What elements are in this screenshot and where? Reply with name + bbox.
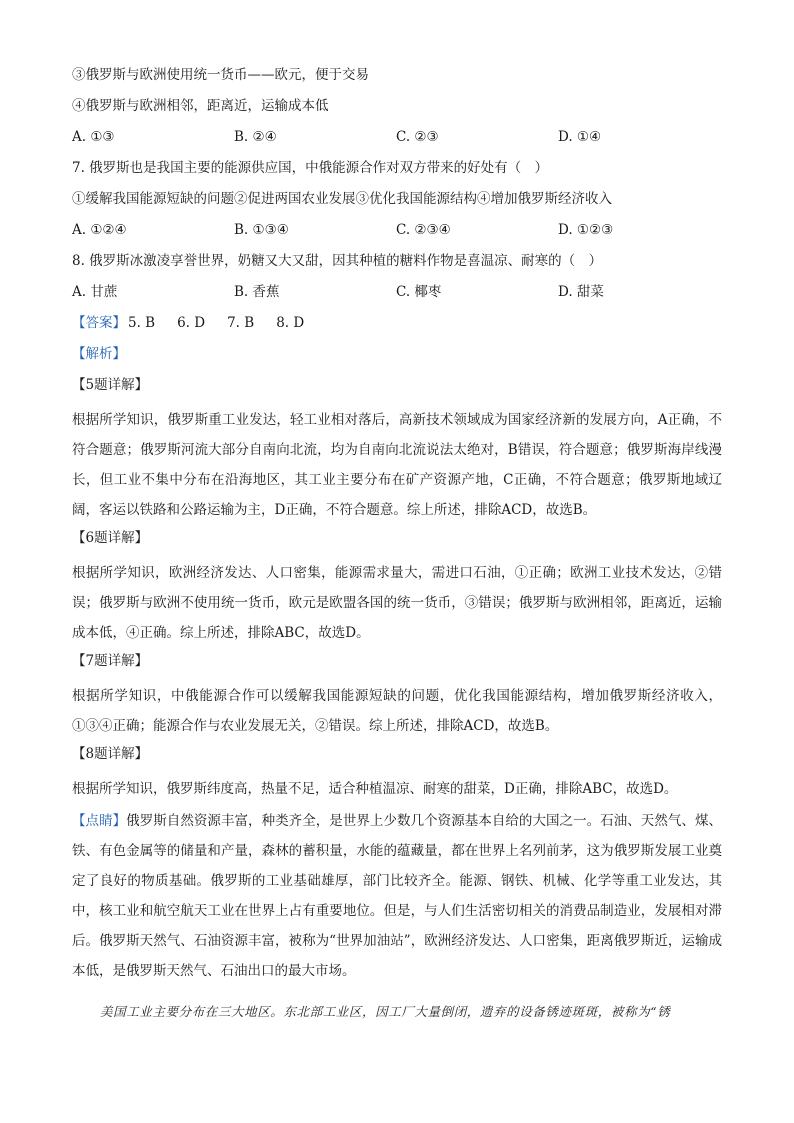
answer-tag: 【答案】 bbox=[72, 315, 126, 331]
answer-item: 8. D bbox=[276, 315, 305, 331]
q7-option-d: D. ①②③ bbox=[558, 222, 614, 238]
q8-options bbox=[72, 281, 722, 303]
dianjing-body: 俄罗斯自然资源丰富，种类齐全，是世界上少数几个资源基本自给的大国之一。石油、天然气、煤、铁、有色金属等的储量和产量，森林的蓄积量，水能的蕴藏量，都在世界上名列前茅，这为俄罗斯发展工业奠定了良好的物质基础。俄罗斯的工业基础雄厚，部门比较齐全。能源、钢铁、机械、化学等重工业发达，其中，核工业和航空航天工业在世界上占有重要地位。但是，与人们生活密切相关的消费品制造业，发展相对滞后。俄罗斯天然气、石油资源丰富，被称为“世界加油站”，欧洲经济发达、人口密集，距离俄罗斯近，运输成本低，是俄罗斯天然气、石油出口的最大市场。 bbox=[72, 813, 723, 979]
answer-line bbox=[72, 312, 722, 334]
q7-stem: 7. 俄罗斯也是我国主要的能源供应国，中俄能源合作对双方带来的好处有（ ） bbox=[72, 160, 549, 176]
detail-6-body: 根据所学知识，欧洲经济发达、人口密集，能源需求量大，需进口石油，①正确；欧洲工业技术发达，②错误；俄罗斯与欧洲不使用统一货币，欧元是欧盟各国的统一货币，③错误；俄罗斯与欧洲相邻，距离近，运输成本低，④正确。综上所述，排除ABC，故选D。 bbox=[72, 565, 722, 641]
q6-option-b: B. ②④ bbox=[234, 129, 277, 145]
detail-7-head: 【7题详解】 bbox=[72, 653, 149, 669]
q8-option-c: C. 椰枣 bbox=[396, 284, 442, 300]
detail-5-body: 根据所学知识，俄罗斯重工业发达，轻工业相对落后，高新技术领域成为国家经济新的发展方向，A正确，不符合题意；俄罗斯河流大部分自南向北流，均为自南向北流说法太绝对，B错误，符合题意；俄罗斯海岸线漫长，但工业不集中分布在沿海地区，其工业主要分布在矿产资源产地，C正确，不符合题意；俄罗斯地域辽阔，客运以铁路和公路运输为主，D正确，不符合题意。综上所述，排除ACD，故选B。 bbox=[72, 412, 722, 518]
detail-7-body: 根据所学知识，中俄能源合作可以缓解我国能源短缺的问题，优化我国能源结构，增加俄罗斯经济收入，①③④正确；能源合作与农业发展无关，②错误。综上所述，排除ACD，故选B。 bbox=[72, 688, 722, 734]
q7-option-a: A. ①②④ bbox=[72, 222, 127, 238]
detail-8-head: 【8题详解】 bbox=[72, 746, 149, 762]
q8-option-d: D. 甜菜 bbox=[558, 284, 604, 300]
detail-8-body: 根据所学知识，俄罗斯纬度高，热量不足，适合种植温凉、耐寒的甜菜，D正确，排除ABC，故选D。 bbox=[72, 781, 678, 797]
q6-option-c: C. ②③ bbox=[396, 129, 439, 145]
next-passage-line: 美国工业主要分布在三大地区。东北部工业区，因工厂大量倒闭，遗弃的设备锈迹斑斑，被称为“锈 bbox=[100, 1004, 671, 1019]
statement-3: ③俄罗斯与欧洲使用统一货币——欧元，便于交易 bbox=[72, 67, 369, 83]
q6-options bbox=[72, 126, 722, 148]
q8-stem: 8. 俄罗斯冰激凌享誉世界，奶糖又大又甜，因其种植的糖料作物是喜温凉、耐寒的（ ） bbox=[72, 253, 603, 269]
detail-6-head: 【6题详解】 bbox=[72, 530, 149, 546]
q6-option-d: D. ①④ bbox=[558, 129, 602, 145]
analysis-tag: 【解析】 bbox=[72, 346, 126, 362]
q7-option-b: B. ①③④ bbox=[234, 222, 289, 238]
q7-options bbox=[72, 219, 722, 241]
statement-4: ④俄罗斯与欧洲相邻，距离近，运输成本低 bbox=[72, 98, 329, 114]
document-content bbox=[72, 64, 722, 988]
answer-item: 7. B bbox=[227, 315, 255, 331]
dianjing-tag: 【点睛】 bbox=[72, 813, 127, 829]
q7-statements: ①缓解我国能源短缺的问题②促进两国农业发展③优化我国能源结构④增加俄罗斯经济收入 bbox=[72, 191, 612, 207]
dianjing-paragraph bbox=[72, 806, 722, 986]
q8-option-a: A. 甘蔗 bbox=[72, 284, 118, 300]
q8-option-b: B. 香蕉 bbox=[234, 284, 280, 300]
detail-5-head: 【5题详解】 bbox=[72, 377, 149, 393]
answer-item: 5. B bbox=[128, 315, 156, 331]
answer-item: 6. D bbox=[177, 315, 206, 331]
q6-option-a: A. ①③ bbox=[72, 129, 115, 145]
q7-option-c: C. ②③④ bbox=[396, 222, 451, 238]
